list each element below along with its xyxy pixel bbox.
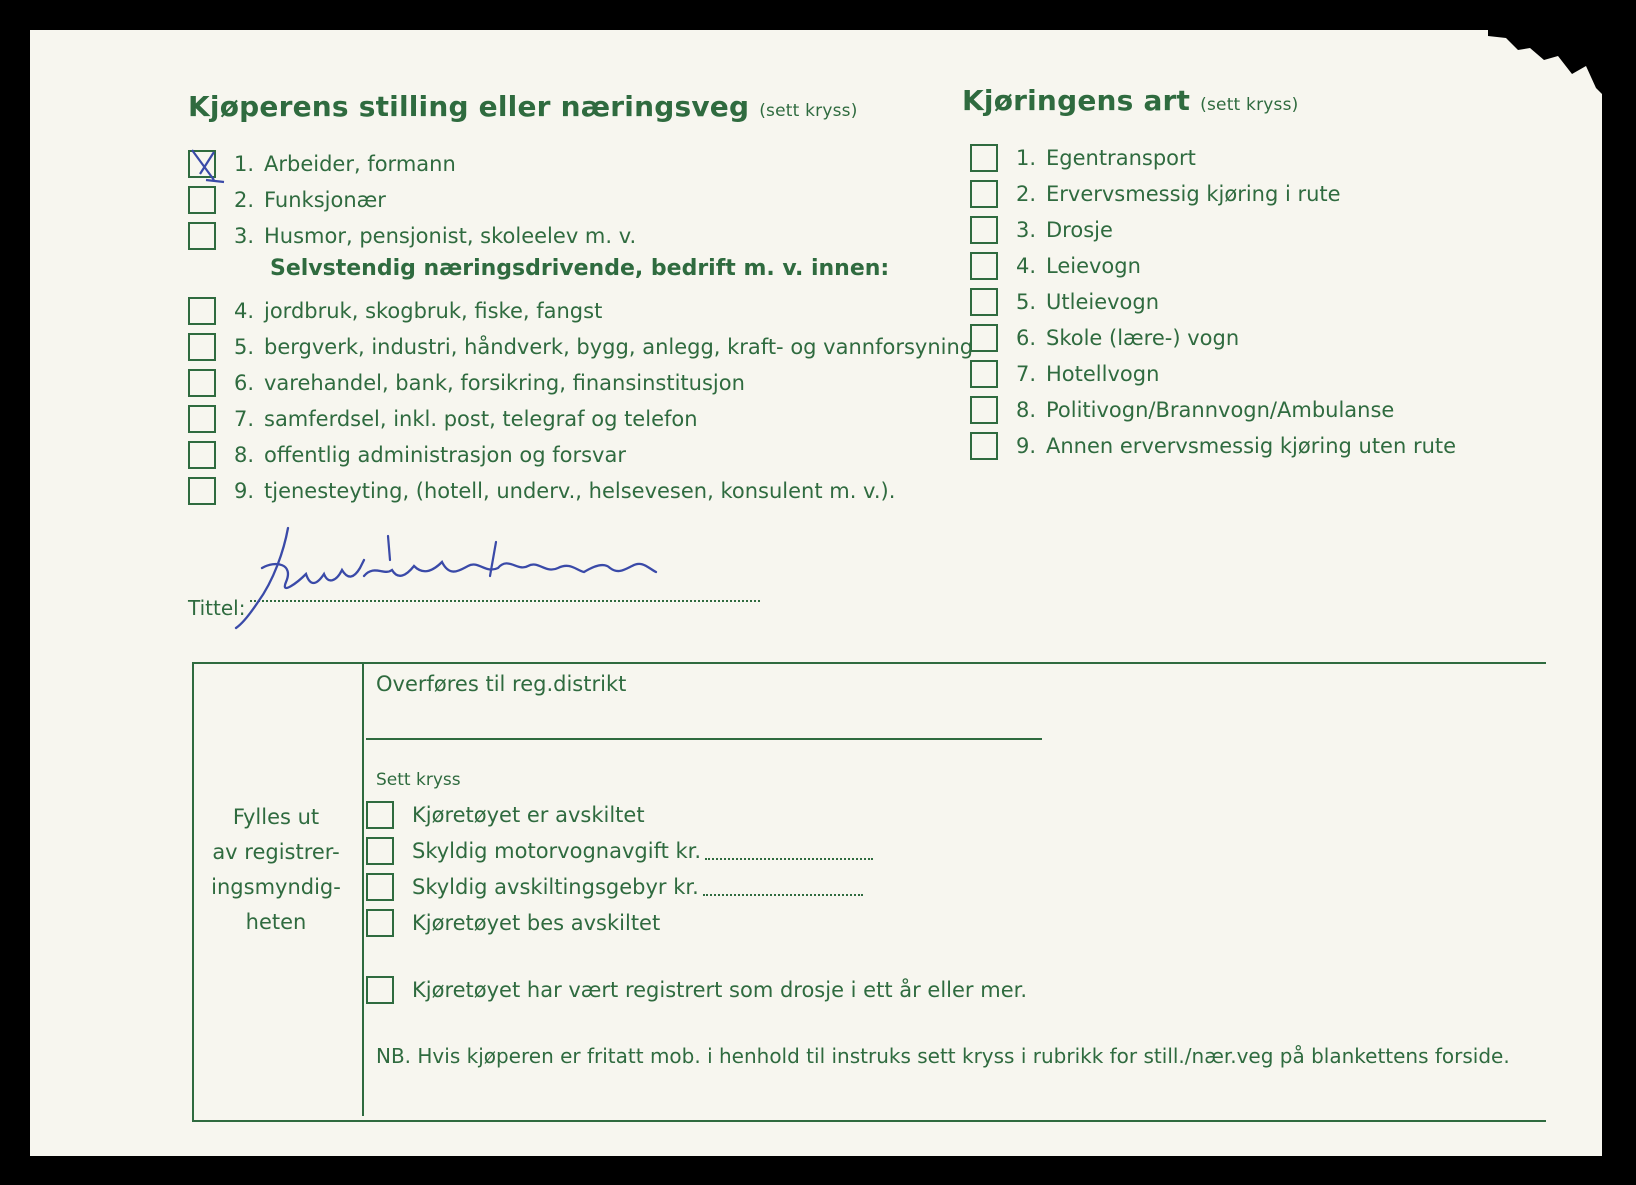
option-label: Husmor, pensjonist, skoleelev m. v.	[264, 224, 637, 248]
sett-kryss-label	[376, 770, 461, 790]
option-label: bergverk, industri, håndverk, bygg, anlegg, kraft- og vannforsyning	[264, 335, 974, 359]
driving-option-8[interactable]	[970, 396, 1394, 424]
option-number: 9.	[234, 479, 255, 503]
option-label: samferdsel, inkl. post, telegraf og telefon	[264, 407, 698, 431]
occupation-option-8[interactable]	[188, 441, 626, 469]
driving-option-9[interactable]	[970, 432, 1456, 460]
occupation-option-4[interactable]	[188, 297, 602, 325]
transfer-label-text: Overføres til reg.distrikt	[376, 672, 627, 696]
check-label: Kjøretøyet er avskiltet	[412, 803, 645, 827]
driving-option-1[interactable]	[970, 144, 1196, 172]
driving-type-title: Kjøringens art	[962, 84, 1191, 117]
option-label: Utleievogn	[1046, 290, 1160, 314]
option-number: 6.	[234, 371, 255, 395]
driving-option-5[interactable]	[970, 288, 1159, 316]
option-label: tjenesteyting, (hotell, underv., helsevesen, konsulent m. v.).	[264, 479, 896, 503]
checkbox[interactable]	[188, 297, 216, 325]
checkbox[interactable]	[188, 405, 216, 433]
check-avskiltingsgebyr[interactable]	[366, 873, 863, 901]
option-number: 6.	[1016, 326, 1037, 350]
checkbox[interactable]	[970, 288, 998, 316]
check-motorvognavgift[interactable]	[366, 837, 873, 865]
driving-option-3[interactable]	[970, 216, 1113, 244]
nb-note-text: NB. Hvis kjøperen er fritatt mob. i henhold til instruks sett kryss i rubrikk for still./nær.veg på blankettens forside.	[376, 1044, 1510, 1068]
occupation-option-3[interactable]	[188, 222, 636, 250]
driving-option-7[interactable]	[970, 360, 1159, 388]
occupation-option-1[interactable]	[188, 150, 456, 178]
buyer-occupation-heading	[188, 90, 858, 123]
option-label: Arbeider, formann	[264, 152, 456, 176]
check-label: Kjøretøyet har vært registrert som drosje i ett år eller mer.	[412, 978, 1027, 1002]
option-label: Ervervsmessig kjøring i rute	[1046, 182, 1341, 206]
option-number: 4.	[234, 299, 255, 323]
check-label: Skyldig motorvognavgift kr.	[412, 839, 702, 863]
option-number: 8.	[234, 443, 255, 467]
side-label-line: av registrer-	[212, 840, 340, 864]
occupation-option-5[interactable]	[188, 333, 973, 361]
checkbox[interactable]	[970, 252, 998, 280]
office-use-divider	[362, 664, 364, 1116]
checkbox[interactable]	[188, 441, 216, 469]
option-number: 1.	[234, 152, 255, 176]
check-label: Kjøretøyet bes avskiltet	[412, 911, 661, 935]
side-label-line: Fylles ut	[232, 805, 320, 829]
option-label: jordbruk, skogbruk, fiske, fangst	[264, 299, 603, 323]
option-number: 2.	[234, 188, 255, 212]
option-label: offentlig administrasjon og forsvar	[264, 443, 626, 467]
checkbox[interactable]	[970, 360, 998, 388]
transfer-district-field[interactable]	[366, 738, 1042, 740]
option-number: 9.	[1016, 434, 1037, 458]
checkbox[interactable]	[970, 396, 998, 424]
option-label: varehandel, bank, forsikring, finansinstitusjon	[264, 371, 745, 395]
option-label: Hotellvogn	[1046, 362, 1160, 386]
option-label: Drosje	[1046, 218, 1113, 242]
transfer-district-label	[376, 672, 626, 696]
check-bes-avskiltet[interactable]	[366, 909, 660, 937]
option-number: 5.	[1016, 290, 1037, 314]
checkbox[interactable]	[970, 180, 998, 208]
option-label: Skole (lære-) vogn	[1046, 326, 1240, 350]
occupation-option-6[interactable]	[188, 369, 745, 397]
checkbox[interactable]	[366, 837, 394, 865]
option-number: 3.	[234, 224, 255, 248]
checkbox[interactable]	[970, 144, 998, 172]
check-avskiltet[interactable]	[366, 801, 645, 829]
handwritten-title-signature	[228, 520, 728, 630]
office-use-label	[195, 800, 357, 940]
check-drosje[interactable]	[366, 976, 1027, 1004]
checkbox[interactable]	[188, 186, 216, 214]
option-label: Politivogn/Brannvogn/Ambulanse	[1046, 398, 1395, 422]
checkbox[interactable]	[366, 873, 394, 901]
side-label-line: heten	[245, 910, 307, 934]
option-number: 3.	[1016, 218, 1037, 242]
sett-kryss-note: (sett kryss)	[759, 101, 858, 121]
self-employed-subheading: Selvstendig næringsdrivende, bedrift m. v. innen:	[270, 256, 890, 281]
driving-type-heading	[962, 84, 1298, 117]
amount-field[interactable]	[703, 878, 863, 896]
option-label: Annen ervervsmessig kjøring uten rute	[1046, 434, 1457, 458]
checkbox[interactable]	[970, 324, 998, 352]
occupation-option-2[interactable]	[188, 186, 386, 214]
checkbox[interactable]	[366, 801, 394, 829]
checkbox[interactable]	[970, 432, 998, 460]
checkbox[interactable]	[366, 909, 394, 937]
checkbox[interactable]	[366, 976, 394, 1004]
amount-field[interactable]	[705, 842, 873, 860]
check-label: Skyldig avskiltingsgebyr kr.	[412, 875, 699, 899]
option-label: Leievogn	[1046, 254, 1141, 278]
option-number: 7.	[1016, 362, 1037, 386]
option-label: Funksjonær	[264, 188, 386, 212]
checkbox[interactable]	[188, 150, 216, 178]
sett-kryss-note: (sett kryss)	[1200, 95, 1299, 115]
option-number: 4.	[1016, 254, 1037, 278]
checkbox[interactable]	[188, 369, 216, 397]
option-number: 5.	[234, 335, 255, 359]
option-number: 8.	[1016, 398, 1037, 422]
occupation-option-7[interactable]	[188, 405, 698, 433]
checkbox[interactable]	[188, 477, 216, 505]
sett-kryss-text: Sett kryss	[376, 770, 461, 790]
buyer-occupation-title: Kjøperens stilling eller næringsveg	[188, 90, 750, 123]
occupation-option-9[interactable]	[188, 477, 895, 505]
side-label-line: ingsmyndig-	[211, 875, 341, 899]
option-number: 1.	[1016, 146, 1037, 170]
checkbox[interactable]	[970, 216, 998, 244]
driving-option-6[interactable]	[970, 324, 1239, 352]
nb-note	[376, 1044, 1510, 1068]
option-number: 7.	[234, 407, 255, 431]
checkbox[interactable]	[188, 222, 216, 250]
tittel-label: Tittel:	[188, 596, 246, 620]
option-number: 2.	[1016, 182, 1037, 206]
driving-option-4[interactable]	[970, 252, 1141, 280]
handwritten-x-mark	[186, 144, 226, 184]
checkbox[interactable]	[188, 333, 216, 361]
option-label: Egentransport	[1046, 146, 1196, 170]
torn-corner	[1488, 30, 1608, 100]
driving-option-2[interactable]	[970, 180, 1341, 208]
